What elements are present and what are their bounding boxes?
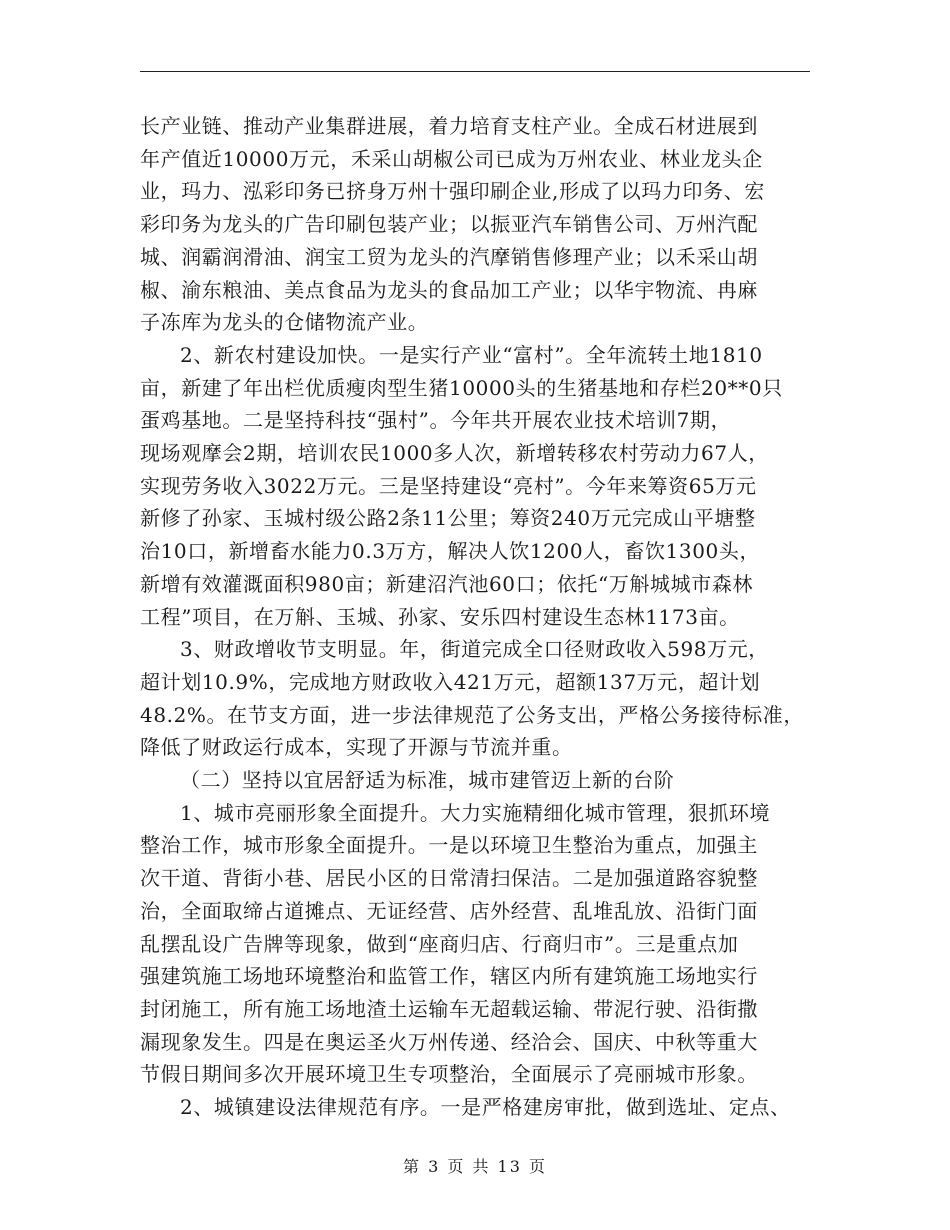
paragraph-line: 新修了孙家、玉城村级公路2条11公里；筹资240万元完成山平塘整 bbox=[140, 506, 756, 531]
paragraph-line: 强建筑施工场地环境整治和监管工作，辖区内所有建筑施工场地实行 bbox=[140, 964, 758, 989]
paragraph-line: 治，全面取缔占道摊点、无证经营、店外经营、乱堆乱放、沿街门面 bbox=[140, 898, 758, 923]
paragraph-line: 3、财政增收节支明显。年，街道完成全口径财政收入598万元， bbox=[180, 637, 769, 662]
paragraph-line: 超计划10.9%，完成地方财政收入421万元，超额137万元，超计划 bbox=[140, 669, 761, 694]
paragraph-line: 漏现象发生。四是在奥运圣火万州传递、经洽会、国庆、中秋等重大 bbox=[140, 1029, 758, 1054]
page-number-footer: 第 3 页 共 13 页 bbox=[403, 1157, 547, 1176]
paragraph-line: 现场观摩会2期，培训农民1000多人次，新增转移农村劳动力67人， bbox=[140, 441, 769, 465]
paragraph-line: 新增有效灌溉面积980亩；新建沼汽池60口；依托“万斛城城市森林 bbox=[140, 571, 754, 596]
paragraph-line: 长产业链、推动产业集群进展，着力培育支柱产业。全成石材进展到 bbox=[140, 114, 758, 138]
header-rule bbox=[140, 71, 810, 72]
paragraph-line: 子冻库为龙头的仓储物流产业。 bbox=[140, 310, 429, 335]
paragraph-line: 治10口，新增畜水能力0.3万方，解决人饮1200人，畜饮1300头， bbox=[140, 539, 761, 564]
paragraph-line: 亩，新建了年出栏优质瘦肉型生猪10000头的生猪基地和存栏20**0只 bbox=[140, 375, 783, 400]
paragraph-line: 椒、渝东粮油、美点食品为龙头的食品加工产业；以华宇物流、冉麻 bbox=[140, 277, 758, 302]
paragraph-line: 整治工作，城市形象全面提升。一是以环境卫生整治为重点，加强主 bbox=[140, 833, 758, 858]
paragraph-line: 次干道、背街小巷、居民小区的日常清扫保洁。二是加强道路容貌整 bbox=[140, 866, 758, 891]
paragraph-line: 城、润霸润滑油、润宝工贸为龙头的汽摩销售修理产业；以禾采山胡 bbox=[140, 244, 758, 269]
paragraph-line: 彩印务为龙头的广告印刷包装产业；以振亚汽车销售公司、万州汽配 bbox=[140, 212, 758, 237]
paragraph-line: 封闭施工，所有施工场地渣土运输车无超载运输、带泥行驶、沿街撒 bbox=[140, 996, 758, 1021]
paragraph-line: 降低了财政运行成本，实现了开源与节流并重。 bbox=[140, 735, 573, 760]
paragraph-line: 48.2%。在节支方面，进一步法律规范了公务支出，严格公务接待标准， bbox=[140, 702, 804, 727]
paragraph-line: 2、城镇建设法律规范有序。一是严格建房审批，做到选址、定点、 bbox=[180, 1095, 791, 1119]
paragraph-line: （二）坚持以宜居舒适为标准，城市建管迈上新的台阶 bbox=[180, 768, 675, 792]
paragraph-line: 工程”项目，在万斛、玉城、孙家、安乐四村建设生态林1173亩。 bbox=[140, 604, 740, 629]
paragraph-line: 业，玛力、泓彩印务已挤身万州十强印刷企业,形成了以玛力印务、宏 bbox=[140, 179, 765, 204]
paragraph-line: 蛋鸡基地。二是坚持科技“强村”。今年共开展农业技术培训7期， bbox=[140, 408, 732, 433]
paragraph-line: 年产值近10000万元，禾采山胡椒公司已成为万州农业、林业龙头企 bbox=[140, 146, 763, 171]
paragraph-line: 1、城市亮丽形象全面提升。大力实施精细化城市管理，狠抓环境 bbox=[180, 800, 771, 825]
paragraph-line: 2、新农村建设加快。一是实行产业“富村”。全年流转土地1810 bbox=[180, 342, 763, 367]
paragraph-line: 实现劳务收入3022万元。三是坚持建设“亮村”。今年来筹资65万元 bbox=[140, 473, 757, 498]
paragraph-line: 节假日期间多次开展环境卫生专项整治，全面展示了亮丽城市形象。 bbox=[140, 1062, 758, 1087]
paragraph-line: 乱摆乱设广告牌等现象，做到“座商归店、行商归市”。三是重点加 bbox=[140, 931, 739, 956]
